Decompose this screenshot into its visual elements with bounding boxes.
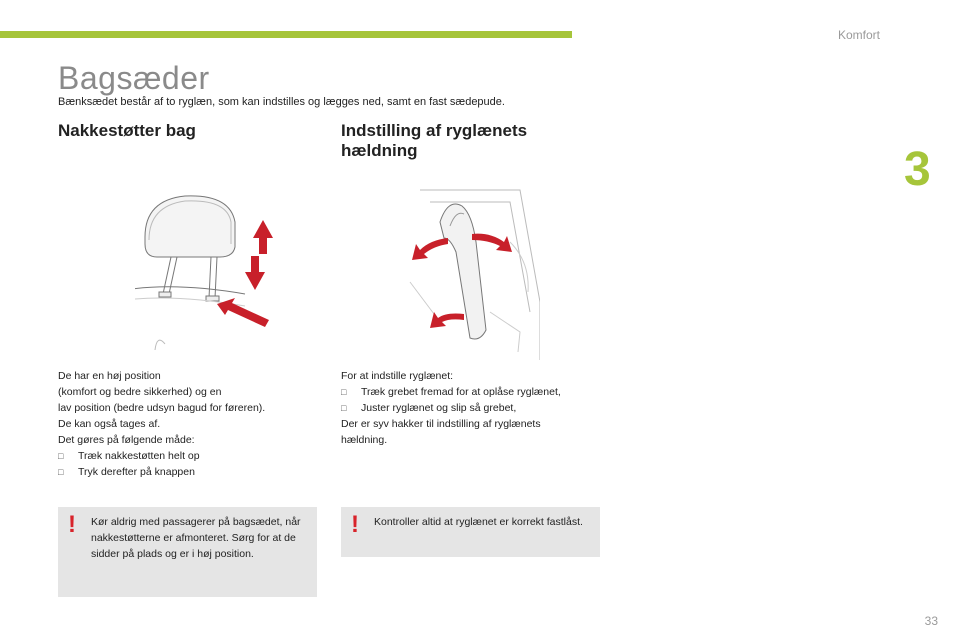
chapter-number: 3 [904, 143, 931, 196]
exclamation-icon: ! [68, 511, 76, 538]
checkbox-bullet-icon: □ [58, 467, 64, 477]
arrow-tilt-back-icon [472, 234, 512, 252]
text-line: De har en høj position [58, 370, 161, 382]
text-line: Der er syv hakker til indstilling af ryglænets [341, 418, 541, 430]
backrest-illustration [400, 182, 540, 360]
list-item-text: Tryk derefter på knappen [78, 466, 195, 478]
page-number: 33 [924, 614, 938, 628]
head-restraint-illustration [135, 182, 275, 360]
top-accent-bar [0, 31, 572, 38]
warning-text: Kør aldrig med passagerer på bagsædet, når nakkestøtterne er afmonteret. Sørg for at de sidder på plads og er i høj position. [91, 516, 301, 560]
text-line: hældning. [341, 434, 388, 446]
arrow-down-icon [245, 256, 265, 290]
list-item [341, 384, 611, 400]
list-item-text: Træk nakkestøtten helt op [78, 450, 200, 462]
list-item-text: Juster ryglænet og slip så grebet, [361, 402, 517, 414]
page-intro: Bænksædet består af to ryglæn, som kan indstilles og lægges ned, samt en fast sædepude. [58, 96, 505, 108]
text-line: Det gøres på følgende måde: [58, 434, 195, 446]
head-restraint-text [58, 368, 318, 480]
text-line: lav position (bedre udsyn bagud for føreren). [58, 402, 266, 414]
text-line: (komfort og bedre sikkerhed) og en [58, 386, 222, 398]
warning-box-head-restraints [58, 507, 317, 597]
list-item [341, 400, 611, 416]
heading-backrest-angle: Indstilling af ryglænets hældning [341, 121, 528, 160]
arrow-tilt-forward-icon [412, 238, 448, 260]
checkbox-bullet-icon: □ [341, 387, 347, 397]
exclamation-icon: ! [351, 511, 359, 538]
list-item [58, 448, 318, 464]
warning-box-backrest [341, 507, 600, 557]
text-line: For at indstille ryglænet: [341, 370, 454, 382]
heading-head-restraints: Nakkestøtter bag [58, 121, 196, 140]
text-line: De kan også tages af. [58, 418, 161, 430]
checkbox-bullet-icon: □ [58, 451, 64, 461]
list-item-text: Træk grebet fremad for at oplåse ryglænet, [361, 386, 561, 398]
list-item [58, 464, 318, 480]
arrow-push-icon [217, 298, 269, 327]
warning-text: Kontroller altid at ryglænet er korrekt fastlåst. [374, 516, 583, 528]
page-title: Bagsæder [58, 60, 210, 96]
arrow-lever-icon [430, 312, 464, 328]
checkbox-bullet-icon: □ [341, 403, 347, 413]
section-name: Komfort [838, 28, 881, 42]
arrow-up-icon [253, 220, 273, 254]
backrest-text [341, 368, 611, 448]
